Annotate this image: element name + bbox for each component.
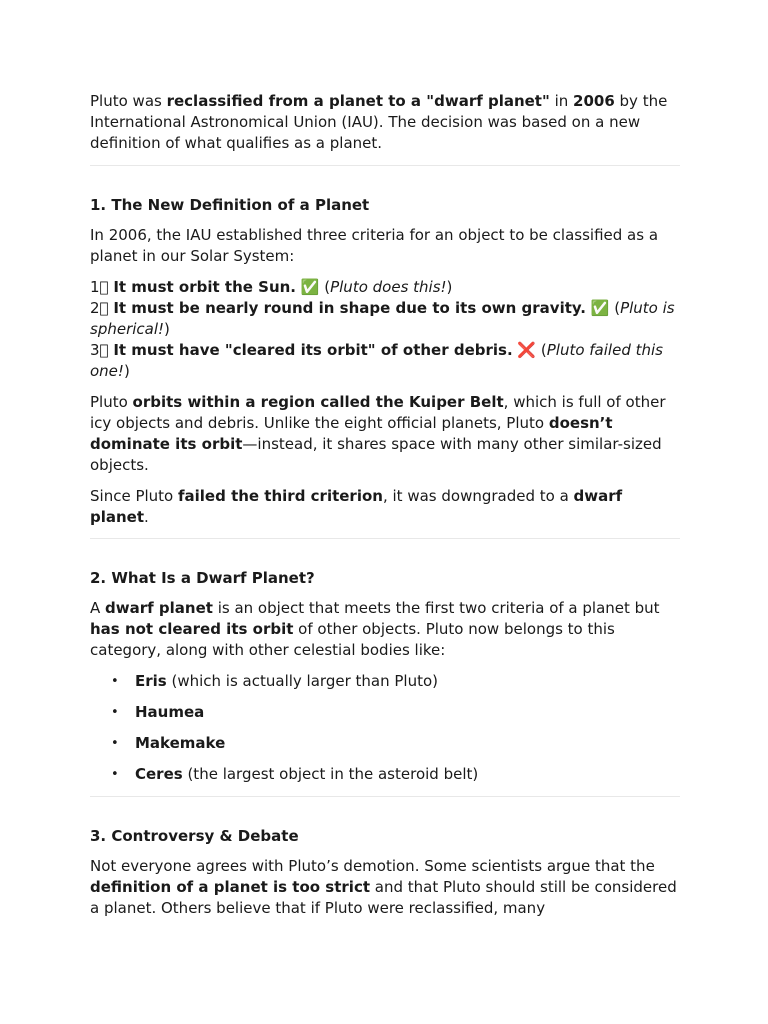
section-divider	[90, 796, 680, 797]
section-3-heading: 3. Controversy & Debate	[90, 827, 299, 845]
criterion-2: 2⃣ It must be nearly round in shape due to its own gravity. ✅ (Pluto is spherical!)	[90, 299, 675, 338]
check-mark-icon: ✅	[296, 278, 320, 296]
intro-paragraph: Pluto was reclassified from a planet to a "dwarf planet" in 2006 by the International Astronomical Union (IAU). The decision was based on a new definition of what qualifies as a planet.	[90, 92, 668, 152]
section-divider	[90, 165, 680, 166]
list-item: • Makemake	[111, 734, 226, 752]
criterion-1: 1⃣ It must orbit the Sun. ✅ (Pluto does this!)	[90, 278, 453, 296]
keycap-1-icon: 1⃣	[90, 278, 114, 296]
list-item: • Eris (which is actually larger than Pluto)	[111, 672, 438, 690]
bullet-icon: •	[111, 705, 119, 720]
section-2-heading: 2. What Is a Dwarf Planet?	[90, 569, 315, 587]
keycap-2-icon: 2⃣	[90, 299, 114, 317]
controversy-paragraph: Not everyone agrees with Pluto’s demotion. Some scientists argue that the definition of a planet is too strict and that Pluto should still be considered a planet. Others believe that if Pluto were reclassified, many	[90, 857, 677, 917]
bullet-icon: •	[111, 674, 119, 689]
check-mark-icon: ✅	[585, 299, 610, 317]
list-item: • Haumea	[111, 703, 205, 721]
bullet-icon: •	[111, 736, 119, 751]
bullet-icon: •	[111, 767, 119, 782]
keycap-3-icon: 3⃣	[90, 341, 114, 359]
criteria-list	[90, 277, 680, 382]
cross-mark-icon: ❌	[512, 341, 537, 359]
section-divider	[90, 538, 680, 539]
article-body	[90, 91, 680, 929]
section-1-lead: In 2006, the IAU established three criteria for an object to be classified as a planet in our Solar System:	[90, 226, 659, 265]
kuiper-belt-paragraph: Pluto orbits within a region called the Kuiper Belt, which is full of other icy objects and debris. Unlike the eight official planets, Pluto doesn’t dominate its orbit—instead, it shares space with many other similar-sized objects.	[90, 393, 666, 474]
downgrade-paragraph: Since Pluto failed the third criterion, it was downgraded to a dwarf planet.	[90, 487, 623, 526]
dwarf-planet-list	[90, 671, 680, 785]
criterion-3: 3⃣ It must have "cleared its orbit" of other debris. ❌ (Pluto failed this one!)	[90, 341, 663, 380]
dwarf-planet-paragraph: A dwarf planet is an object that meets the first two criteria of a planet but has not cleared its orbit of other objects. Pluto now belongs to this category, along with other celestial bodies like:	[90, 599, 660, 659]
section-1-heading: 1. The New Definition of a Planet	[90, 196, 370, 214]
list-item: • Ceres (the largest object in the asteroid belt)	[111, 765, 479, 783]
